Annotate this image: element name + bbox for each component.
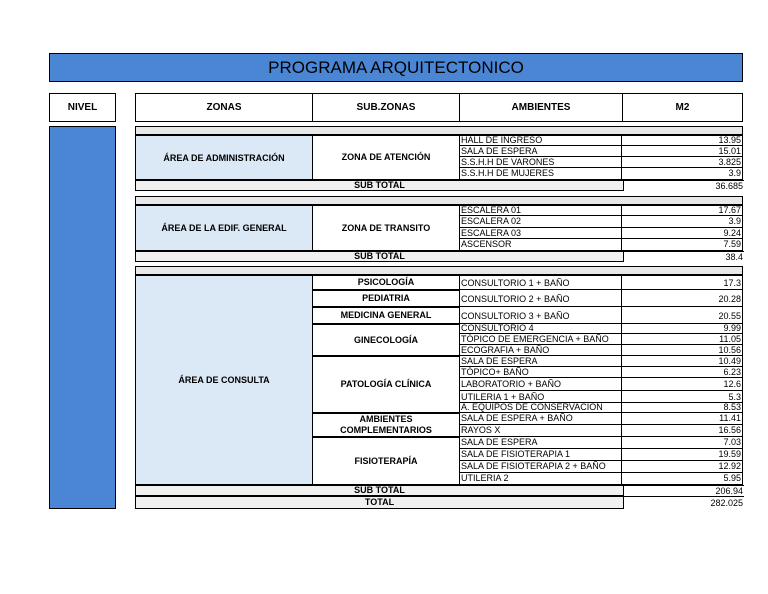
- subzona-cell: PATOLOGÍA CLÍNICA: [312, 356, 460, 413]
- subtotal-label: SUB TOTAL: [354, 251, 405, 261]
- subzona-cell: PEDIATRIA: [312, 290, 460, 307]
- m2-cell: 10.56: [622, 345, 743, 356]
- ambiente-cell: A. EQUIPOS DE CONSERVACIÓN: [459, 403, 622, 413]
- m2-cell: 6.23: [622, 367, 743, 378]
- m2-cell: 20.28: [622, 290, 743, 307]
- header-subzonas: SUB.ZONAS: [312, 93, 460, 122]
- m2-cell: 8.53: [622, 403, 743, 413]
- ambiente-cell: UTILERIA 1 + BAÑO: [459, 391, 622, 403]
- subzona-cell: GINECOLOGÍA: [312, 324, 460, 356]
- m2-cell: 10.49: [622, 356, 743, 367]
- m2-cell: 15.01: [622, 146, 743, 157]
- m2-cell: 9.24: [622, 228, 743, 239]
- ambiente-cell: SALA DE FISIOTERAPIA 2 + BAÑO: [459, 461, 622, 473]
- m2-cell: 9.99: [622, 324, 743, 334]
- subtotal-value: 36.685: [623, 180, 744, 191]
- m2-cell: 20.55: [622, 307, 743, 324]
- ambiente-cell: ECOGRAFIA + BAÑO: [459, 345, 622, 356]
- m2-cell: 17.67: [622, 205, 743, 216]
- subtotal-row: [135, 485, 743, 496]
- subzona-cell: MEDICINA GENERAL: [312, 307, 460, 324]
- m2-cell: 7.59: [622, 239, 743, 251]
- ambiente-cell: CONSULTORIO 4: [459, 324, 622, 334]
- m2-cell: 12.92: [622, 461, 743, 473]
- ambiente-cell: SALA DE ESPERA + BAÑO: [459, 413, 622, 425]
- m2-cell: 12.6: [622, 378, 743, 391]
- m2-cell: 5.3: [622, 391, 743, 403]
- ambiente-cell: TÓPICO+ BAÑO: [459, 367, 622, 378]
- header-zonas: ZONAS: [135, 93, 313, 122]
- subtotal-label: SUB TOTAL: [354, 485, 405, 495]
- m2-cell: 3.9: [622, 216, 743, 228]
- ambiente-cell: S.S.H.H DE MUJERES: [459, 168, 622, 180]
- ambiente-cell: ASCENSOR: [459, 239, 622, 251]
- ambiente-cell: SALA DE ESPERA: [459, 437, 622, 449]
- ambiente-cell: SALA DE ESPERA: [459, 146, 622, 157]
- m2-cell: 19.59: [622, 449, 743, 461]
- separator-bar: [135, 266, 743, 275]
- total-label: TOTAL: [364, 497, 395, 507]
- page-title: PROGRAMA ARQUITECTONICO: [49, 53, 743, 82]
- header-ambientes: AMBIENTES: [459, 93, 623, 122]
- subzona-cell: ZONA DE ATENCIÓN: [312, 135, 460, 180]
- ambiente-cell: CONSULTORIO 3 + BAÑO: [459, 307, 622, 324]
- total-row: [135, 496, 743, 509]
- ambiente-cell: CONSULTORIO 2 + BAÑO: [459, 290, 622, 307]
- total-value: 282.025: [623, 496, 744, 509]
- subtotal-value: 38.4: [623, 251, 744, 262]
- separator-bar: [135, 196, 743, 205]
- ambiente-cell: LABORATORIO + BAÑO: [459, 378, 622, 391]
- m2-cell: 3.825: [622, 157, 743, 168]
- ambiente-cell: SALA DE ESPERA: [459, 356, 622, 367]
- m2-cell: 17.3: [622, 275, 743, 290]
- m2-cell: 11.41: [622, 413, 743, 425]
- ambiente-cell: SALA DE FISIOTERAPIA 1: [459, 449, 622, 461]
- ambiente-cell: S.S.H.H DE VARONES: [459, 157, 622, 168]
- ambiente-cell: ESCALERA 02: [459, 216, 622, 228]
- header-m2: M2: [622, 93, 743, 122]
- m2-cell: 13.95: [622, 135, 743, 146]
- subtotal-label: SUB TOTAL: [354, 180, 405, 190]
- subzona-cell: PSICOLOGÍA: [312, 275, 460, 290]
- zona-cell: ÁREA DE LA EDIF. GENERAL: [135, 205, 313, 251]
- subzona-cell: AMBIENTES COMPLEMENTARIOS: [312, 413, 460, 437]
- m2-cell: 11.05: [622, 334, 743, 345]
- ambiente-cell: UTILERIA 2: [459, 473, 622, 485]
- subzona-cell: FISIOTERAPÍA: [312, 437, 460, 485]
- ambiente-cell: CONSULTORIO 1 + BAÑO: [459, 275, 622, 290]
- zona-cell: ÁREA DE ADMINISTRACIÓN: [135, 135, 313, 180]
- ambiente-cell: RAYOS X: [459, 425, 622, 437]
- header-nivel: NIVEL: [49, 93, 116, 122]
- m2-cell: 16.56: [622, 425, 743, 437]
- m2-cell: 5.95: [622, 473, 743, 485]
- m2-cell: 7.03: [622, 437, 743, 449]
- ambiente-cell: HALL DE INGRESO: [459, 135, 622, 146]
- subtotal-value: 206.94: [623, 485, 744, 496]
- subzona-cell: ZONA DE TRANSITO: [312, 205, 460, 251]
- m2-cell: 3.9: [622, 168, 743, 180]
- zona-cell: ÁREA DE CONSULTA: [135, 275, 313, 485]
- subtotal-row: [135, 180, 743, 191]
- ambiente-cell: ESCALERA 01: [459, 205, 622, 216]
- separator-bar: [135, 126, 743, 135]
- ambiente-cell: TÓPICO DE EMERGENCIA + BAÑO: [459, 334, 622, 345]
- subtotal-row: [135, 251, 743, 262]
- ambiente-cell: ESCALERA 03: [459, 228, 622, 239]
- nivel-column: [49, 126, 116, 509]
